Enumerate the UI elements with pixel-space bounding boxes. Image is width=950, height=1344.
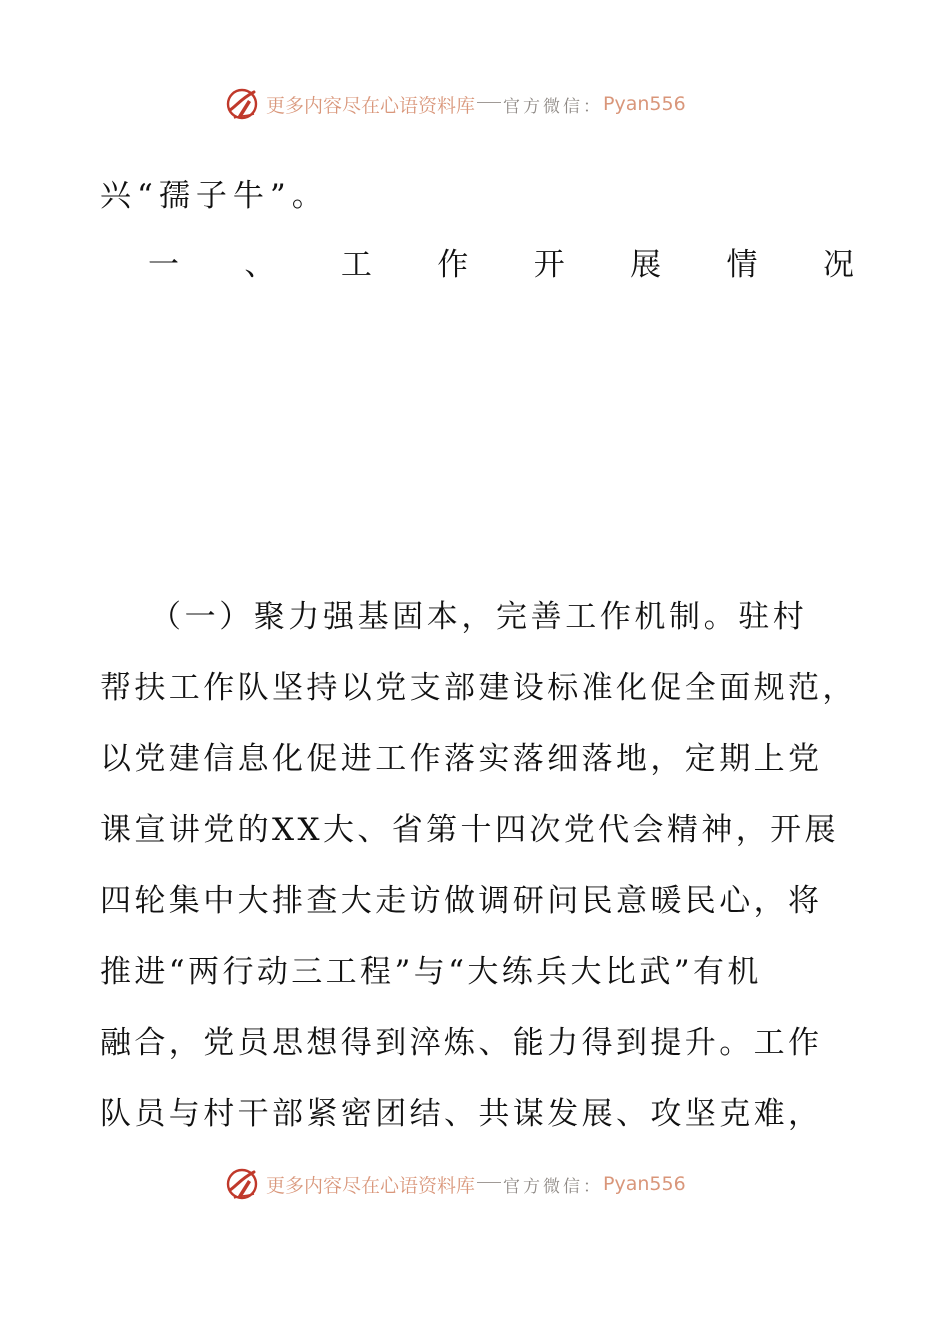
intro-line: 兴“孺子牛”。 (100, 178, 329, 214)
paragraph-line: 课宣讲党的XX大、省第十四次党代会精神，开展 (100, 812, 839, 848)
section-heading (148, 244, 854, 286)
heading-char: 作 (437, 247, 469, 283)
paragraph-line: 帮扶工作队坚持以党支部建设标准化促全面规范， (100, 670, 857, 706)
paragraph-line: （一）聚力强基固本，完善工作机制。驻村 (150, 599, 808, 635)
watermark-title: 更多内容尽在心语资料库 (266, 94, 476, 117)
footer-watermark (224, 1164, 724, 1204)
watermark-title: 更多内容尽在心语资料库 (266, 1174, 476, 1197)
header-watermark (224, 84, 724, 124)
pen-logo-icon (224, 1166, 260, 1202)
heading-char: 情 (726, 247, 758, 283)
heading-char: 开 (533, 247, 565, 283)
paragraph-line: 以党建信息化促进工作落实落细落地，定期上党 (100, 741, 823, 777)
pen-logo-icon (224, 86, 260, 122)
watermark-dash (477, 102, 501, 103)
heading-char: 况 (822, 247, 854, 283)
watermark-contact-label: 官方微信： (503, 96, 604, 117)
paragraph-line: 队员与村干部紧密团结、共谋发展、攻坚克难， (100, 1096, 823, 1132)
heading-char: 工 (340, 247, 372, 283)
heading-char: 、 (244, 247, 276, 283)
paragraph-line: 推进“两行动三工程”与“大练兵大比武”有机 (100, 954, 762, 990)
watermark-contact-id: Pyan556 (603, 1173, 686, 1195)
paragraph-line: 融合，党员思想得到淬炼、能力得到提升。工作 (100, 1025, 823, 1061)
watermark-contact-id: Pyan556 (603, 93, 686, 115)
paragraph-line: 四轮集中大排查大走访做调研问民意暖民心，将 (100, 883, 823, 919)
heading-char: 一 (148, 247, 179, 283)
watermark-dash (477, 1182, 501, 1183)
heading-char: 展 (630, 247, 662, 283)
watermark-contact-label: 官方微信： (503, 1176, 604, 1197)
